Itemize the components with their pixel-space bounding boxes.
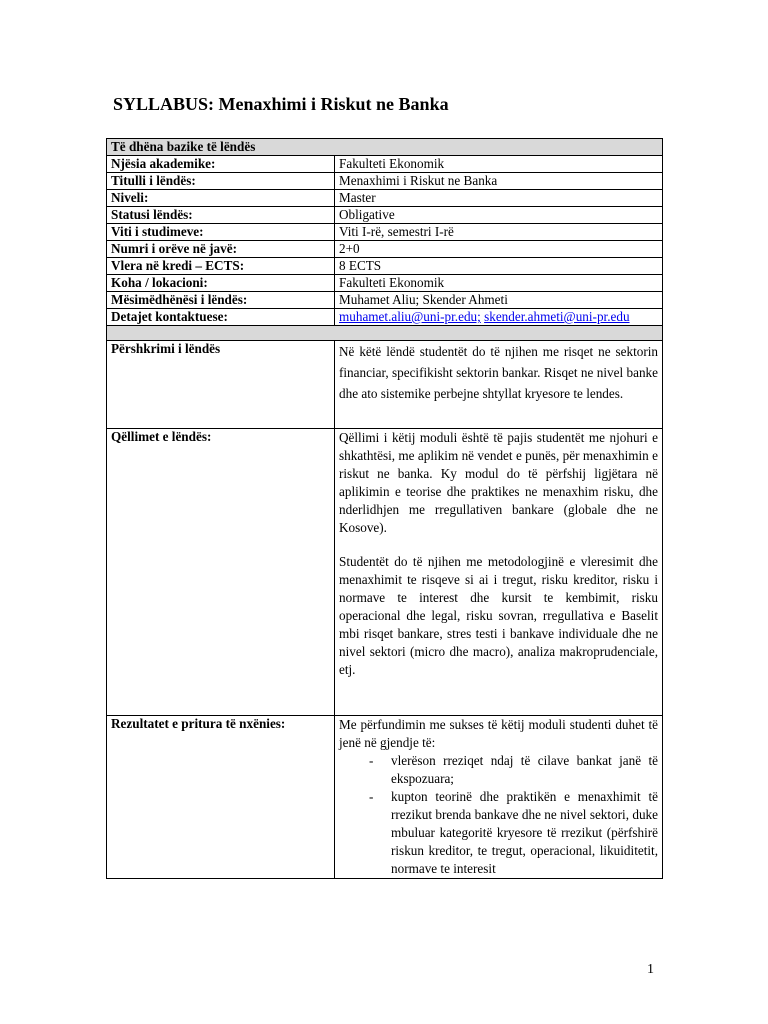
row-value: Master [335,190,663,207]
row-label: Njësia akademike: [107,156,335,173]
outcomes-label: Rezultatet e pritura të nxënies: [107,716,335,879]
row-value: 8 ECTS [335,258,663,275]
document-title: SYLLABUS: Menaxhimi i Riskut ne Banka [113,94,449,114]
row-value: 2+0 [335,241,663,258]
contact-label: Detajet kontaktuese: [107,309,335,326]
list-item: - vlerëson rreziqet ndaj të cilave bankat janë të ekspozuara; [369,753,658,786]
row-label: Vlera në kredi – ECTS: [107,258,335,275]
objectives-label: Qëllimet e lëndës: [107,429,335,716]
row-label: Titulli i lëndës: [107,173,335,190]
contact-row [107,309,663,326]
table-row [107,258,663,275]
list-item: - kupton teorinë dhe praktikën e menaxhimit të rrezikut brenda bankave dhe ne nivel sektori, duke mbuluar kategoritë kryesore të rrezikut (përfshirë riskun kreditor, te tregut, operacional, likuiditetit, normave te interesit [369,789,658,876]
description-paragraph: Në këtë lëndë studentët do të njihen me risqet ne sektorin financiar, specifikisht sektorin bankar. Risqet ne nivel banke dhe ato sistemike perbejne shtyllat kryesore te lendes. [339,344,658,401]
table-row [107,173,663,190]
objectives-row [107,429,663,716]
row-value: Viti I-rë, semestri I-rë [335,224,663,241]
section-divider [107,326,663,341]
row-label: Niveli: [107,190,335,207]
description-row [107,341,663,429]
row-label: Mësimëdhënësi i lëndës: [107,292,335,309]
description-label: Përshkrimi i lëndës [107,341,335,429]
row-value: Fakulteti Ekonomik [335,156,663,173]
table-row [107,224,663,241]
row-label: Koha / lokacioni: [107,275,335,292]
description-text [335,341,663,429]
row-value: Obligative [335,207,663,224]
table-row [107,190,663,207]
row-value: Muhamet Aliu; Skender Ahmeti [335,292,663,309]
email-link-aliu[interactable]: muhamet.aliu@uni-pr.edu; [339,309,481,324]
outcomes-list [339,752,658,878]
contact-value [335,309,663,326]
table-row [107,292,663,309]
row-label: Numri i orëve në javë: [107,241,335,258]
email-link-ahmeti[interactable]: skender.ahmeti@uni-pr.edu [484,309,630,324]
outcomes-text [335,716,663,879]
outcomes-row [107,716,663,879]
outcomes-intro: Me përfundimin me sukses të këtij moduli studenti duhet të jenë në gjendje të: [339,717,658,750]
page-number: 1 [647,962,654,977]
syllabus-table [106,138,663,879]
table-row [107,275,663,292]
table-row [107,241,663,258]
table-row [107,156,663,173]
row-value: Fakulteti Ekonomik [335,275,663,292]
table-row [107,207,663,224]
objectives-paragraph-1: Qëllimi i këtij moduli është të pajis studentët me njohuri e shkathtësi, me aplikim në vendet e punës, për menaxhimin e riskut ne banka. Ky modul do të përfshij ligjëtara në aplikimin e teorise dhe praktikes ne menaxhim risku, dhe nderlidhjen me rregullativen bankare (globale dhe ne Kosove). [339,430,658,535]
row-label: Viti i studimeve: [107,224,335,241]
table-header: Të dhëna bazike të lëndës [107,139,663,156]
objectives-text [335,429,663,716]
table-header-row [107,139,663,156]
objectives-paragraph-2: Studentët do të njihen me metodologjinë e vleresimit dhe menaxhimit te risqeve si ai i tregut, risku kreditor, risku i normave te interest dhe kursit te kembimit, risku operacional dhe legal, risku sovran, rregullativa e Baselit mbi risqet bankare, stres testi i bankave individuale dhe ne nivel sektori (micro dhe macro), analiza makroprudenciale, etj. [339,554,658,677]
row-label: Statusi lëndës: [107,207,335,224]
row-value: Menaxhimi i Riskut ne Banka [335,173,663,190]
